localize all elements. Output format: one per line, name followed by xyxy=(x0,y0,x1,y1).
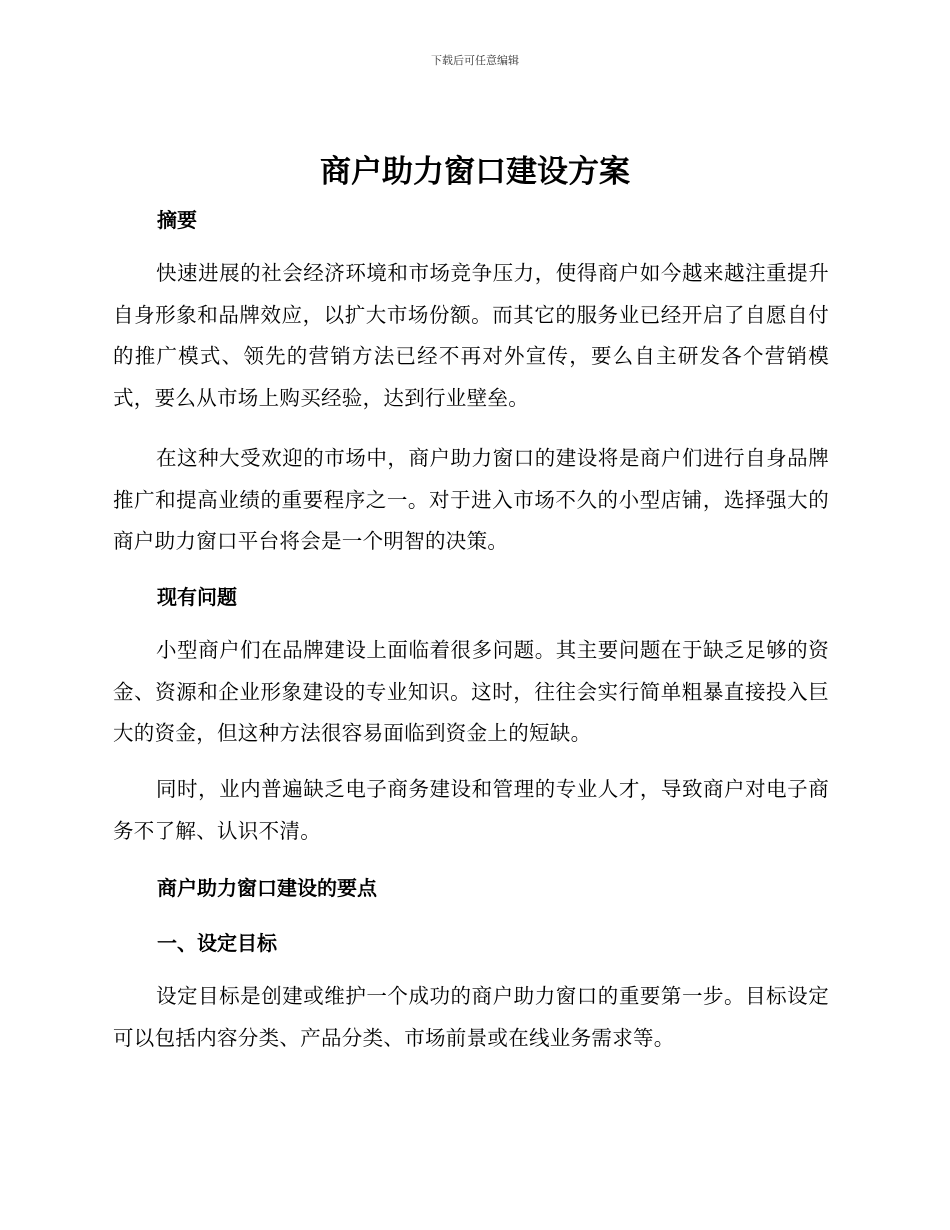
section-heading-set-goals: 一、设定目标 xyxy=(157,931,277,955)
issues-paragraph-1: 小型商户们在品牌建设上面临着很多问题。其主要问题在于缺乏足够的资金、资源和企业形象建设的专业知识。这时，往往会实行简单粗暴直接投入巨大的资金，但这种方法很容易面临到资金上的短缺。 xyxy=(113,638,829,745)
abstract-paragraph-2: 在这种大受欢迎的市场中，商户助力窗口的建设将是商户们进行自身品牌推广和提高业绩的重要程序之一。对于进入市场不久的小型店铺，选择强大的商户助力窗口平台将会是一个明智的决策。 xyxy=(113,446,829,553)
issues-paragraph-2: 同时，业内普遍缺乏电子商务建设和管理的专业人才，导致商户对电子商务不了解、认识不清。 xyxy=(113,777,829,843)
abstract-paragraph-1: 快速进展的社会经济环境和市场竞争压力，使得商户如今越来越注重提升自身形象和品牌效应，以扩大市场份额。而其它的服务业已经开启了自愿自付的推广模式、领先的营销方法已经不再对外宣传，要么自主研发各个营销模式，要么从市场上购买经验，达到行业壁垒。 xyxy=(113,261,829,410)
section-heading-key-points: 商户助力窗口建设的要点 xyxy=(157,876,377,900)
section-heading-abstract: 摘要 xyxy=(157,208,197,232)
goals-paragraph-1: 设定目标是创建或维护一个成功的商户助力窗口的重要第一步。目标设定可以包括内容分类、产品分类、市场前景或在线业务需求等。 xyxy=(113,984,829,1050)
page-header-note: 下载后可任意编辑 xyxy=(431,54,519,67)
document-title: 商户助力窗口建设方案 xyxy=(320,154,630,190)
section-heading-current-issues: 现有问题 xyxy=(157,585,237,609)
